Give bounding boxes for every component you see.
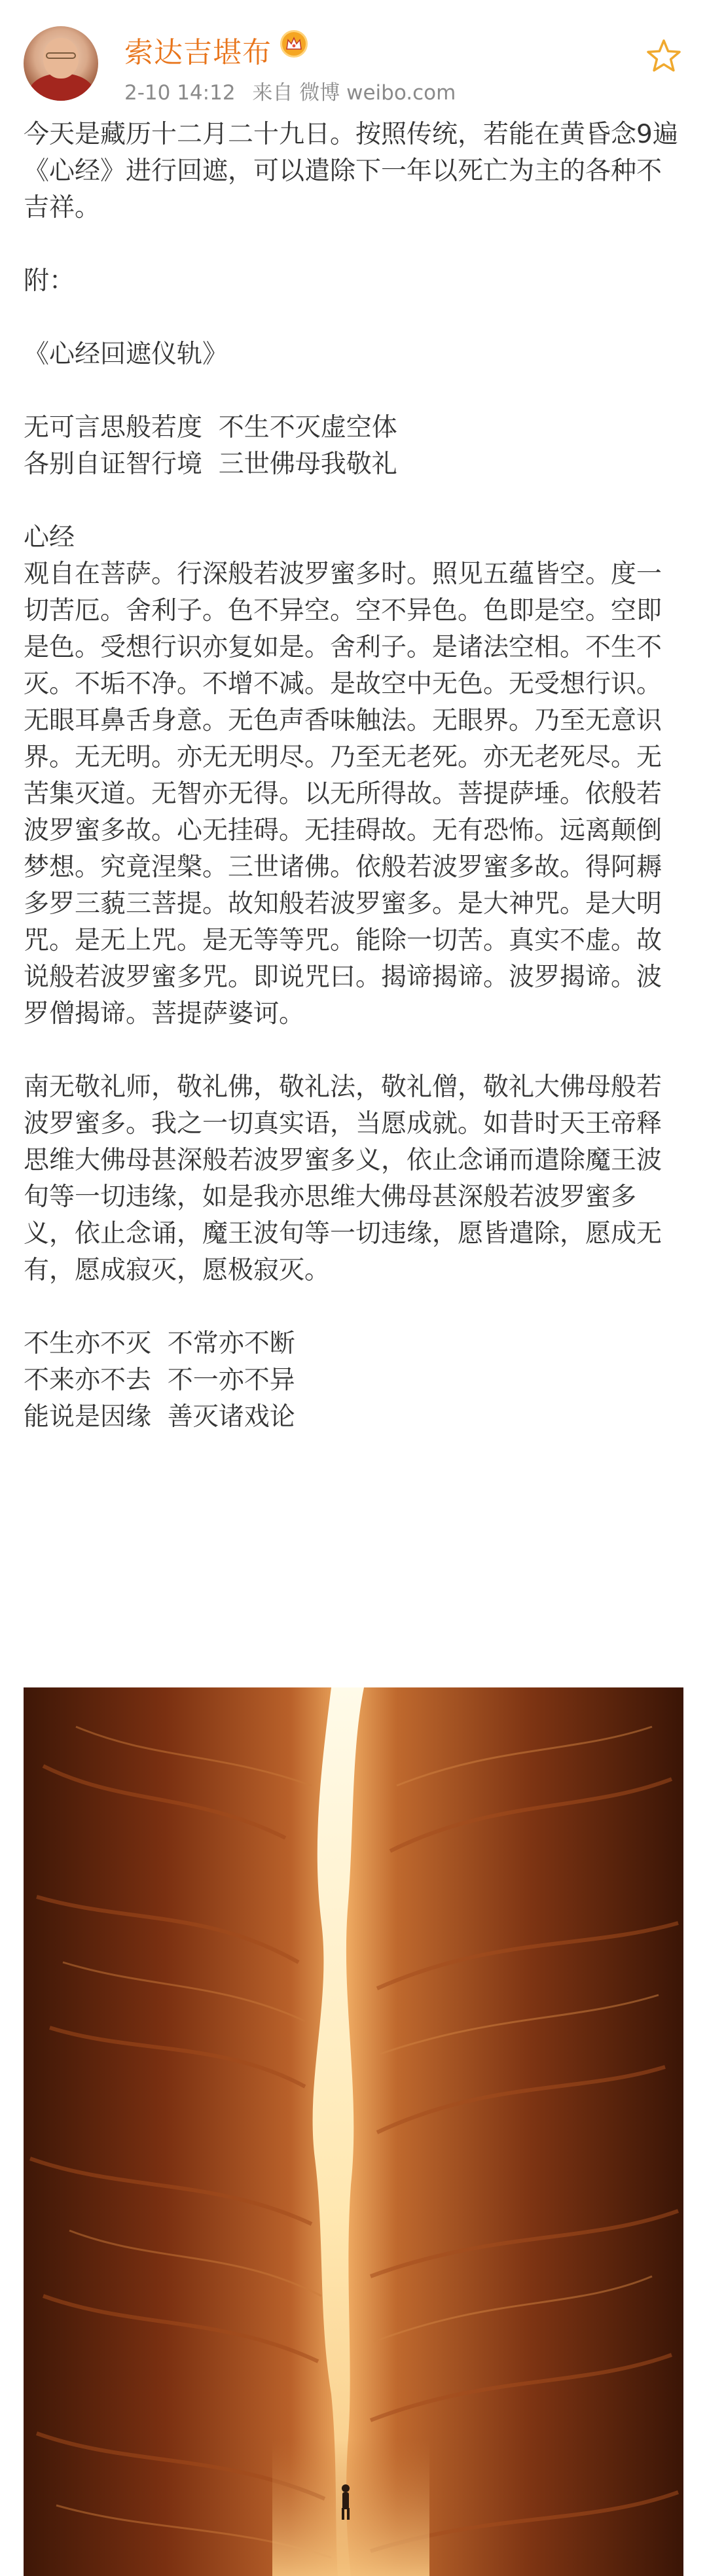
dedication-paragraph: 南无敬礼师，敬礼佛，敬礼法，敬礼僧，敬礼大佛母般若波罗蜜多。我之一切真实语，当愿成就。如昔时天王帝释思维大佛母甚深般若波罗蜜多义，依止念诵而遣除魔王波旬等一切违缘，如是我亦思维大佛母甚深般若波罗蜜多义，依止念诵，魔王波旬等一切违缘，愿皆遣除，愿成无有，愿成寂灭，愿极寂灭。 [24, 1072, 662, 1285]
ritual-title: 《心经回遮仪轨》 [24, 340, 228, 369]
post-timestamp: 2-10 14:12 [124, 81, 236, 105]
post-content [24, 116, 685, 1436]
appendix-label: 附： [24, 266, 75, 296]
avatar-glasses [46, 52, 76, 59]
star-outline-icon[interactable] [644, 37, 683, 76]
heart-sutra-text: 心经 观自在菩萨。行深般若波罗蜜多时。照见五蕴皆空。度一切苦厄。舍利子。色不异空。空不异色。色即是空。空即是色。受想行识亦复如是。舍利子。是诸法空相。不生不灭。不垢不净。不增不减。是故空中无色。无受想行识。无眼耳鼻舌身意。无色声香味触法。无眼界。乃至无意识界。无无明。亦无无明尽。乃至无老死。亦无老死尽。无苦集灭道。无智亦无得。以无所得故。菩提萨埵。依般若波罗蜜多故。心无挂碍。无挂碍故。无有恐怖。远离颠倒梦想。究竟涅槃。三世诸佛。依般若波罗蜜多故。得阿耨多罗三藐三菩提。故知般若波罗蜜多。是大神咒。是大明咒。是无上咒。是无等等咒。能除一切苦。真实不虚。故说般若波罗蜜多咒。即说咒曰。揭谛揭谛。波罗揭谛。波罗僧揭谛。菩提萨婆诃。 [24, 523, 662, 1029]
homage-verse: 无可言思般若度 不生不灭虚空体 各别自证智行境 三世佛母我敬礼 [24, 413, 397, 479]
avatar[interactable] [24, 26, 98, 101]
post-meta [124, 76, 466, 105]
post-header [0, 0, 707, 105]
post-photo[interactable] [24, 1687, 683, 2576]
username[interactable]: 索达吉堪布 [124, 36, 272, 69]
post-source[interactable]: 来自 微博 weibo.com [252, 81, 456, 105]
intro-paragraph: 今天是藏历十二月二十九日。按照传统，若能在黄昏念9遍《心经》进行回遮，可以遣除下一年以死亡为主的各种不吉祥。 [24, 120, 678, 222]
canyon-image [24, 1687, 683, 2576]
closing-verse: 不生亦不灭 不常亦不断 不来亦不去 不一亦不异 能说是因缘 善灭诸戏论 [24, 1329, 295, 1432]
crown-badge-icon[interactable] [280, 30, 308, 58]
